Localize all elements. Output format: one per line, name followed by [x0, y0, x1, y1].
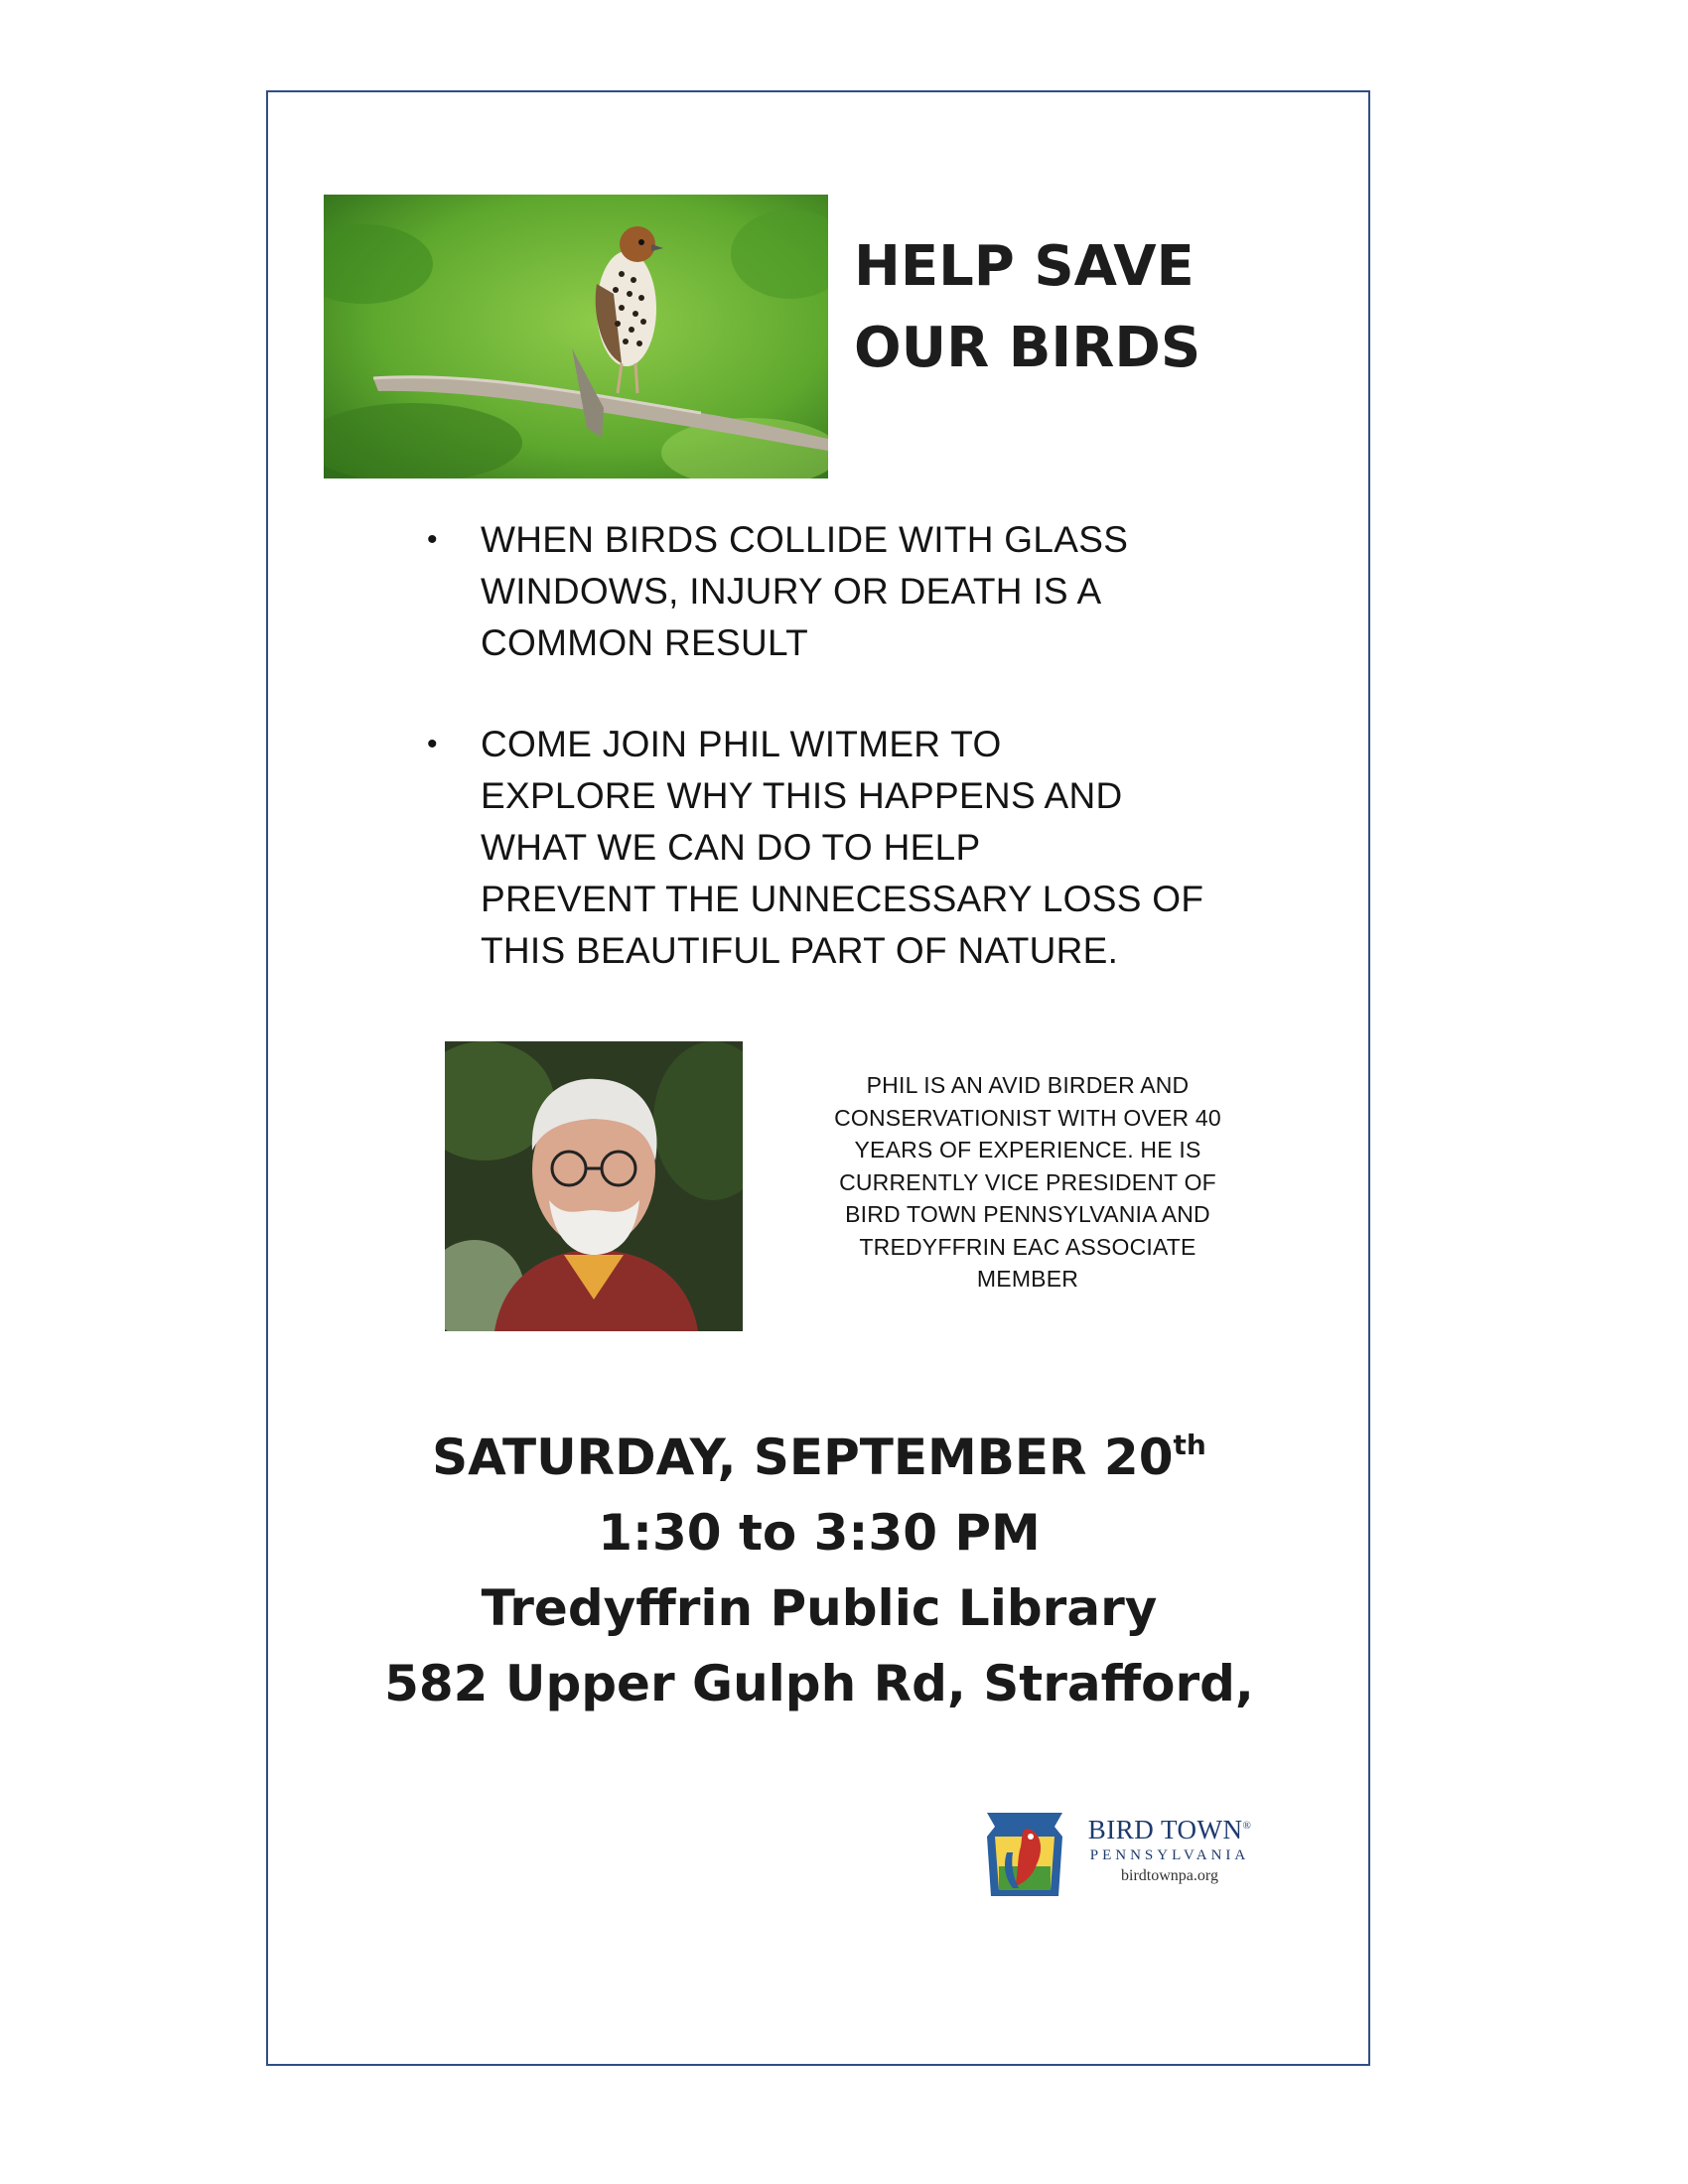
- speaker-bio: [784, 1069, 1271, 1296]
- headline-line-1: HELP SAVE: [854, 234, 1195, 299]
- bullet-text-line: COME JOIN PHIL WITMER TO: [481, 724, 1002, 764]
- bio-line: TREDYFFRIN EAC ASSOCIATE: [859, 1233, 1196, 1260]
- event-venue: Tredyffrin Public Library: [481, 1579, 1158, 1637]
- logo-name-text: BIRD TOWN: [1087, 1815, 1243, 1844]
- event-date-text: SATURDAY, SEPTEMBER 20: [432, 1429, 1174, 1486]
- bio-line: CONSERVATIONIST WITH OVER 40: [834, 1104, 1221, 1131]
- headline: [854, 226, 1271, 389]
- bullet-text-line: WINDOWS, INJURY OR DEATH IS A: [481, 571, 1102, 612]
- bullet-icon: •: [427, 728, 438, 760]
- bullet-item-collisions: [427, 514, 1221, 669]
- bio-line: MEMBER: [976, 1266, 1079, 1292]
- registered-mark: ®: [1242, 1820, 1252, 1832]
- bullet-item-join: [427, 719, 1221, 977]
- bullet-text-line: COMMON RESULT: [481, 622, 809, 663]
- bullet-icon: •: [427, 523, 438, 556]
- bullet-list: [427, 514, 1221, 1026]
- bio-line: YEARS OF EXPERIENCE. HE IS: [854, 1137, 1201, 1162]
- event-details: [298, 1408, 1340, 1721]
- bullet-text-line: THIS BEAUTIFUL PART OF NATURE.: [481, 930, 1119, 971]
- logo-state: PENNSYLVANIA: [1089, 1847, 1250, 1863]
- bullet-text-line: WHEN BIRDS COLLIDE WITH GLASS: [481, 519, 1129, 560]
- event-date: [298, 1408, 1340, 1495]
- event-date-suffix: th: [1173, 1429, 1206, 1461]
- bird-photo: [324, 195, 828, 478]
- bullet-text-line: PREVENT THE UNNECESSARY LOSS OF: [481, 879, 1204, 919]
- event-address: 582 Upper Gulph Rd, Strafford,: [384, 1655, 1254, 1712]
- bullet-text-line: EXPLORE WHY THIS HAPPENS AND: [481, 775, 1123, 816]
- keystone-bird-icon: [983, 1807, 1066, 1902]
- bio-line: PHIL IS AN AVID BIRDER AND: [866, 1072, 1190, 1098]
- logo-name: [1070, 1815, 1269, 1845]
- speaker-photo: [445, 1041, 743, 1331]
- bullet-text-line: WHAT WE CAN DO TO HELP: [481, 827, 981, 868]
- event-time: 1:30 to 3:30 PM: [598, 1504, 1041, 1562]
- bio-line: BIRD TOWN PENNSYLVANIA AND: [845, 1201, 1210, 1227]
- logo-url: birdtownpa.org: [1121, 1867, 1218, 1884]
- bio-line: CURRENTLY VICE PRESIDENT OF: [839, 1168, 1216, 1195]
- bird-town-logo: [983, 1807, 1281, 1906]
- headline-line-2: OUR BIRDS: [854, 316, 1201, 380]
